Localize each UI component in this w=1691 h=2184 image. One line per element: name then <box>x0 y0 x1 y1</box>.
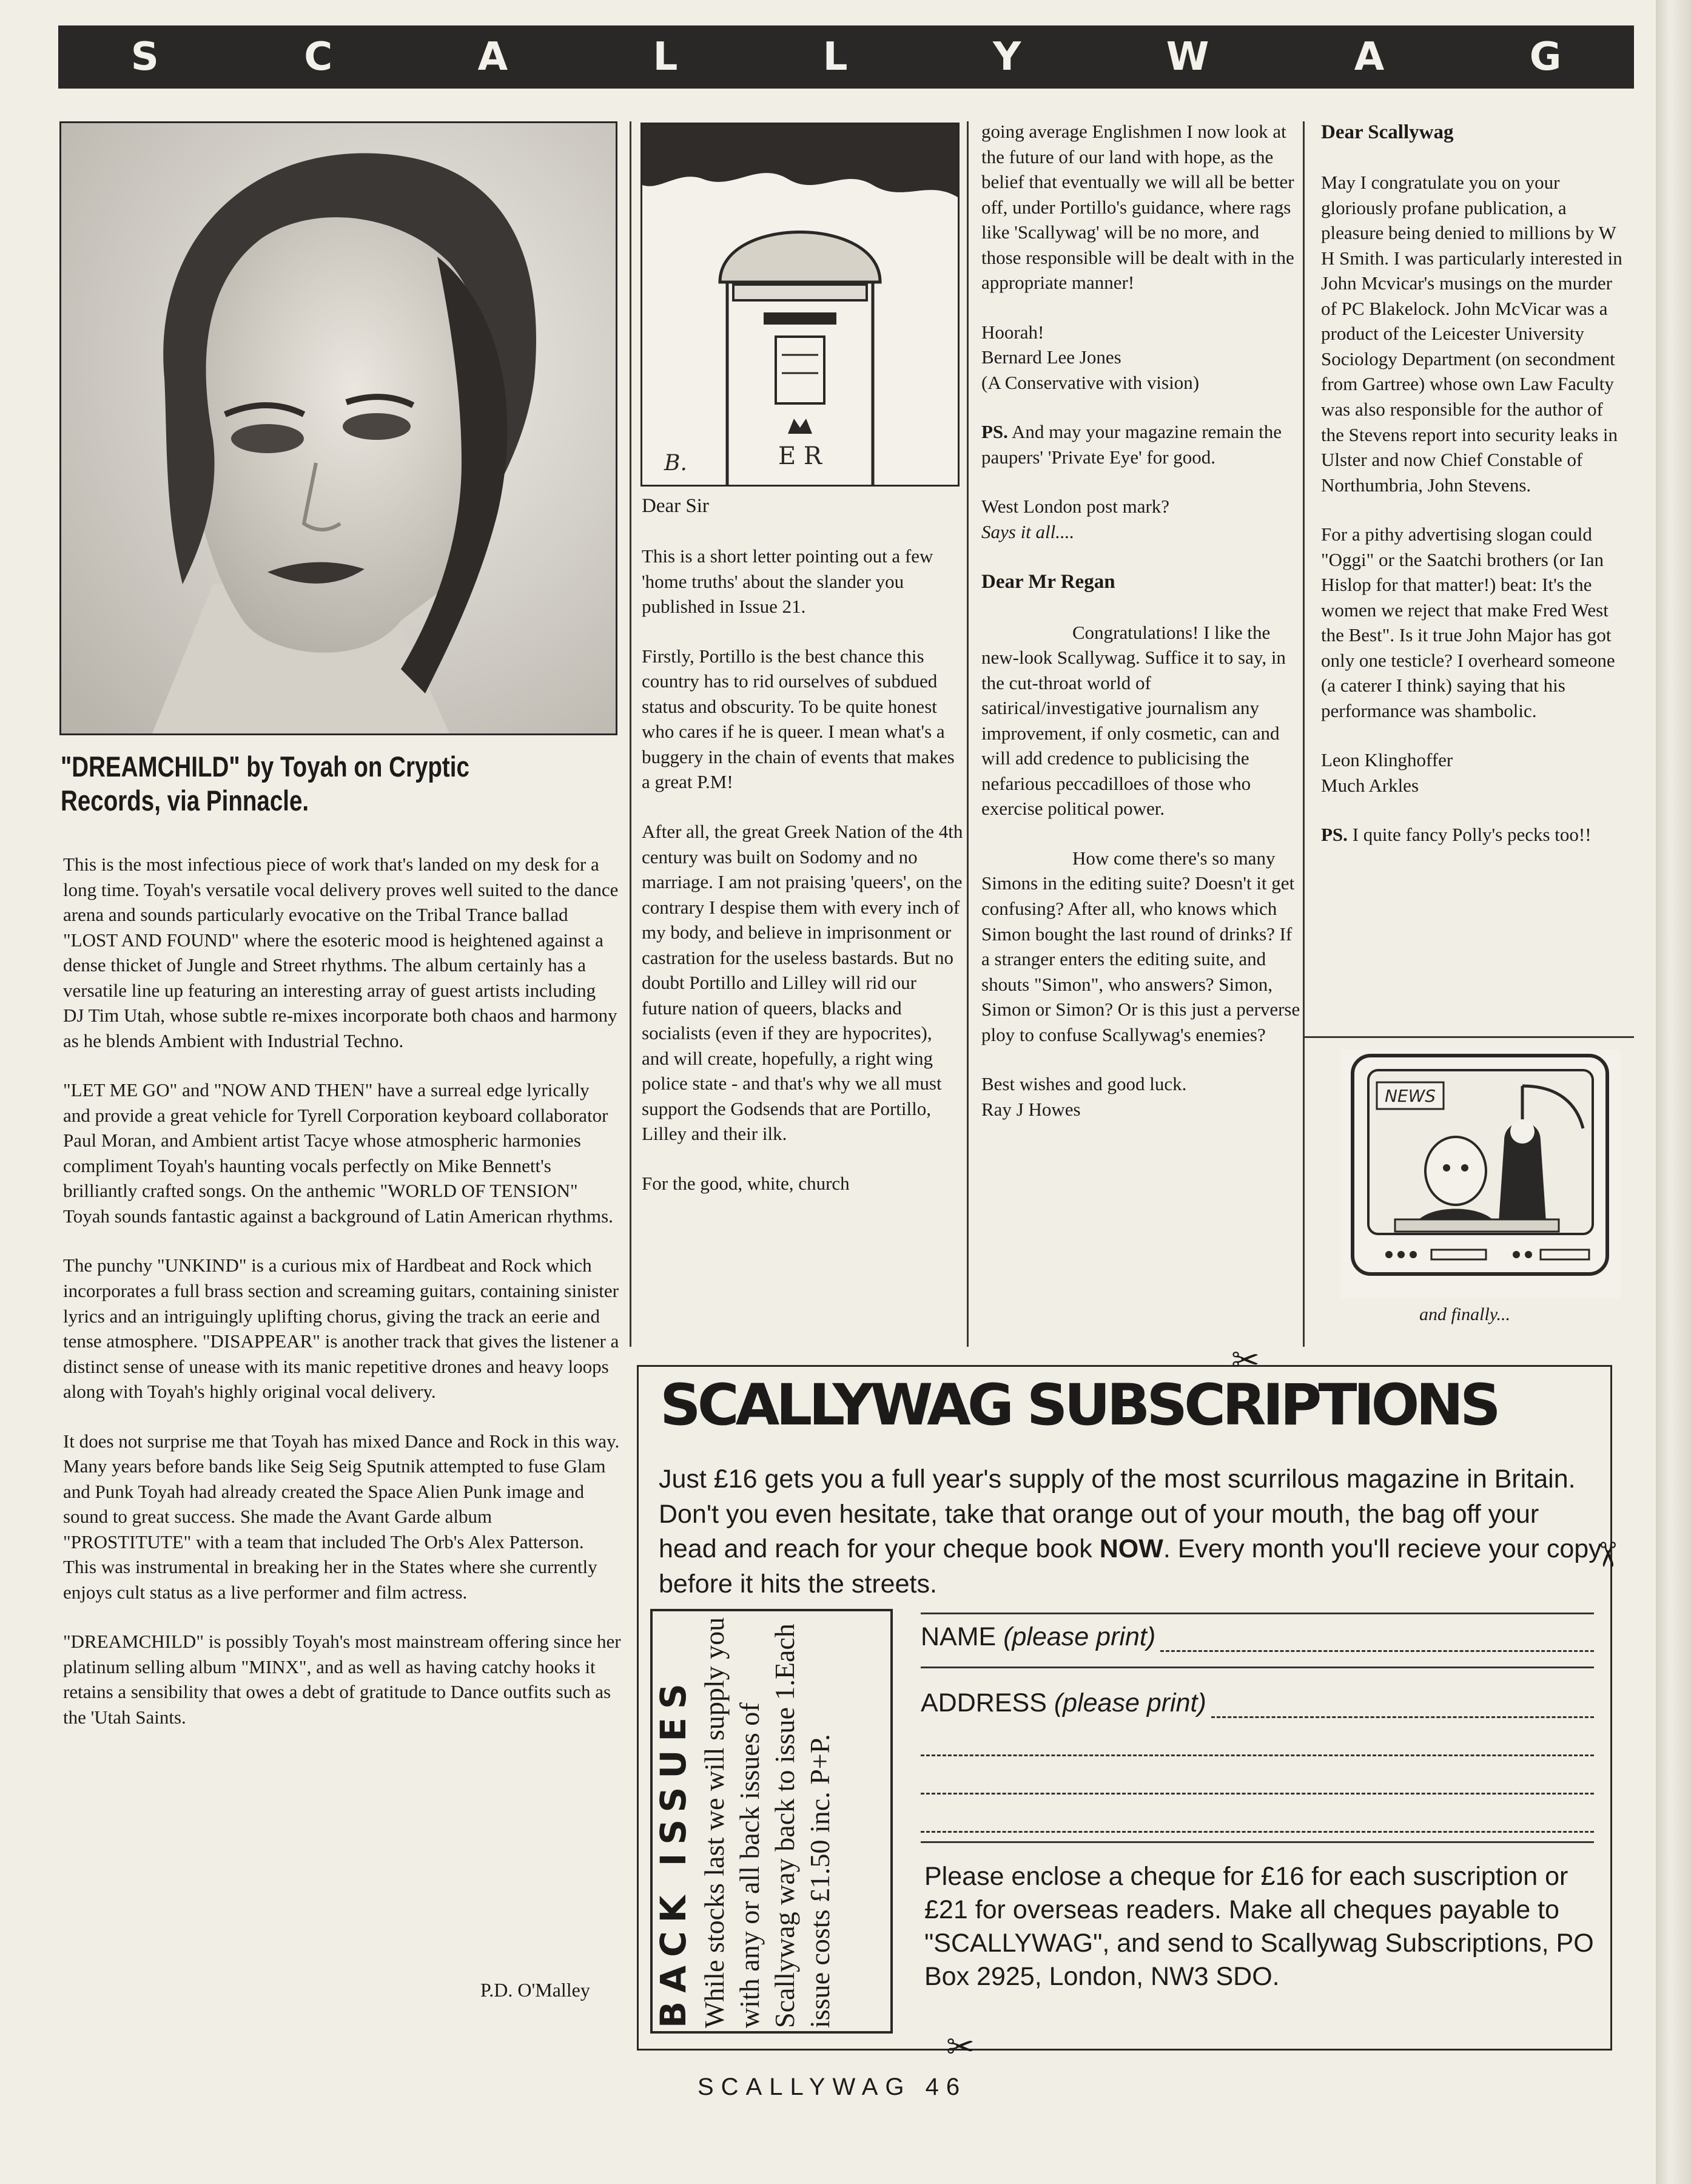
back-issues-panel <box>650 1609 893 2034</box>
review-paragraph: It does not surprise me that Toyah has mixed Dance and Rock in this way. Many years before bands like Seig Seig Sputnik attempted to fuse Glam and Punk Toyah had already created the Space Alien Punk image and sound to great success. She made the Avant Garde album "PROSTITUTE" with a team that included The Orb's Alex Patterson. This was instrumental in breaking her in the States where she currently enjoys cult status as a live performer and film actress. <box>63 1430 620 1603</box>
intro-text-end: Every month you'll recieve your copy before it hits the streets. <box>659 1534 1602 1599</box>
royal-cipher: E R <box>778 442 822 470</box>
name-label: NAME <box>921 1622 997 1651</box>
masthead <box>58 25 1634 89</box>
subscription-form <box>921 1608 1594 1843</box>
name-field[interactable] <box>921 1614 1594 1652</box>
masthead-letter: Y <box>992 35 1021 79</box>
letter-3 <box>1321 119 1624 872</box>
form-divider <box>921 1841 1594 1843</box>
form-divider <box>921 1667 1594 1668</box>
masthead-letter: L <box>822 35 848 79</box>
review-title: "DREAMCHILD" by Toyah on Cryptic Records, via Pinnacle. <box>61 750 469 817</box>
ps-label: PS. <box>981 421 1008 443</box>
letter-ps: I quite fancy Polly's pecks too!! <box>1352 824 1592 846</box>
letter-paragraph: May I congratulate you on your gloriously profane publication, a pleasure being denied to millions by W H Smith. I was particularly interested in John Mcvicar's musings on the murder of PC Blakelock. John McVicar was a product of the Leicester University Sociology Department (on secondment from Gartree) whose own Law Faculty was also responsible for the author of the Stevens report into security leaks in Ulster and now Chief Constable of Northumbria, John Stevens. <box>1321 172 1622 496</box>
letter-paragraph: How come there's so many Simons in the editing suite? Doesn't it get confusing? After all, who knows which Simon bought the last round of drinks? If a stranger enters the editing suite, and shouts "Simon", who answers? Simon, Simon or Simon? Or is this just a perverse ploy to confuse Scallywag's enemies? <box>981 847 1300 1045</box>
scissors-icon: ✂ <box>1587 1540 1627 1569</box>
subscriptions-intro: Just £16 gets you a full year's supply of the most scurrilous magazine in Britain. Don't you even hesitate, take that orange out of your mouth, the bag off your head and reach for your cheque book NOW. Every month you'll recieve your copy before it hits the streets. <box>659 1464 1602 1599</box>
letter-salutation: Dear Sir <box>642 495 709 517</box>
letter-ps: And may your magazine remain the paupers' 'Private Eye' for good. <box>981 421 1282 468</box>
masthead-letter: C <box>304 35 333 79</box>
scissors-icon: ✂ <box>1231 1341 1260 1380</box>
column-rule <box>967 121 969 1347</box>
horizontal-rule <box>1304 1036 1634 1038</box>
back-issues-text: While stocks last we will supply you with any or all back issues of Scallywag way back to issue 1.Each issue costs £1.50 inc. P+P. <box>699 1617 835 2028</box>
address-label: ADDRESS <box>921 1688 1047 1717</box>
letter-salutation: Dear Mr Regan <box>981 571 1115 593</box>
pillar-box-cartoon <box>640 123 960 487</box>
page-footer: SCALLYWAG 46 <box>698 2074 967 2100</box>
address-line-2[interactable] <box>921 1718 1594 1756</box>
name-hint: (please print) <box>1003 1622 1156 1651</box>
letter-paragraph: After all, the great Greek Nation of the 4th century was built on Sodomy and no marriage. I am not praising 'queers', on the contrary I despise them with every inch of my body, and believe in imprisonment or castration for the useless bastards. But no doubt Portillo and Lilley will rid our future nation of queers, blacks and socialists (even if they are hypocrites), and will create, hopefully, a right wing police state - and that's why we all must support the Godsends that are Portillo, Lilley and their ilk. <box>642 821 963 1145</box>
portrait-illustration <box>61 123 616 733</box>
tv-screen-label: NEWS <box>1384 1086 1436 1106</box>
masthead-letter: G <box>1529 35 1562 79</box>
address-line-4[interactable] <box>921 1795 1594 1833</box>
letter-1-continued <box>981 119 1300 1122</box>
letter-paragraph: Congratulations! I like the new-look Scallywag. Suffice it to say, in the cut-throat world of satirical/investigative journalism any improvement, if only cosmetic, can and will add credence to publicising the nefarious peccadilloes of those who exercise political power. <box>981 621 1286 820</box>
letter-signoff: Hoorah! <box>981 321 1044 343</box>
news-tv-cartoon <box>1340 1050 1621 1298</box>
back-issues-title: BACK ISSUES <box>653 1675 694 2028</box>
address-line-3[interactable] <box>921 1756 1594 1795</box>
letter-author-title: (A Conservative with vision) <box>981 371 1200 393</box>
letter-paragraph: This is a short letter pointing out a few 'home truths' about the slander you published in Issue 21. <box>642 545 933 618</box>
review-body <box>63 852 621 1754</box>
letter-paragraph: Firstly, Portillo is the best chance this country has to rid ourselves of subdued status and obscurity. To be quite honest who cares if he is queer. I mean what's a buggery in the chain of events that makes a great P.M! <box>642 645 955 793</box>
letter-author: Leon Klinghoffer <box>1321 749 1453 771</box>
masthead-letter: S <box>130 35 159 79</box>
masthead-letter: A <box>477 35 508 79</box>
masthead-letter: A <box>1354 35 1385 79</box>
masthead-letter: W <box>1166 35 1209 79</box>
review-paragraph: The punchy "UNKIND" is a curious mix of Hardbeat and Rock which incorporates a full brass section and screaming guitars, containing sinister lyrics and an intriguingly uplifting chorus, giving the track an eerie and tense atmosphere. "DISAPPEAR" is another track that gives the listener a distinct sense of unease with its manic repetitive drones and heavy loops along with Toyah's highly original vocal delivery. <box>63 1255 619 1403</box>
letter-author-place: Much Arkles <box>1321 774 1419 796</box>
review-paragraph: "DREAMCHILD" is possibly Toyah's most mainstream offering since her platinum selling album "MINX", and as well as having catchy hooks it retains a sensibility that owes a debt of gratitude to Dance outfits such as the 'Utah Saints. <box>63 1631 621 1728</box>
intro-text: Just £16 gets you a full year's supply of the most scurrilous magazine in Britain. Don't you even hesitate, take that orange out of your mouth, the bag off your head and reach for your cheque book <box>659 1464 1576 1564</box>
cartoon-signature: B. <box>664 451 687 476</box>
ps-label: PS. <box>1321 824 1348 846</box>
letter-author: Ray J Howes <box>981 1098 1081 1120</box>
toyah-photo <box>59 121 617 735</box>
name-line[interactable] <box>1160 1644 1594 1652</box>
postmark-note: West London post mark? <box>981 496 1170 517</box>
masthead-letter: L <box>653 35 678 79</box>
subscriptions-title: SCALLYWAG SUBSCRIPTIONS <box>660 1372 1498 1438</box>
address-field[interactable] <box>921 1680 1594 1718</box>
letter-paragraph: For a pithy advertising slogan could "Oggi" or the Saatchi brothers (or Ian Hislop for that matter!) beat: It's the women we reject that make Fred West the Best". Is it true John Major has got only one testicle? I overheard someone (a caterer I think) saying that his performance was shambolic. <box>1321 524 1615 721</box>
address-line[interactable] <box>1211 1710 1594 1718</box>
column-rule <box>630 121 631 1347</box>
payment-instructions: Please enclose a cheque for £16 for each suscription or £21 for overseas readers. Make all cheques payable to "SCALLYWAG", and send to Scallywag Subscriptions, PO Box 2925, London, NW3 SDO. <box>924 1862 1594 1992</box>
review-paragraph: "LET ME GO" and "NOW AND THEN" have a surreal edge lyrically and provide a great vehicle for Tyrell Corporation keyboard collaborator Paul Moran, and Ambient artist Tacye whose atmospheric harmonies compliment Toyah's haunting vocals perfectly on Mike Bennett's brilliantly crafted songs. On the anthemic "WORLD OF TENSION" Toyah sounds fantastic against a background of Latin American rhythms. <box>63 1079 613 1227</box>
review-byline: P.D. O'Malley <box>480 1979 590 2001</box>
letter-paragraph: going average Englishmen I now look at the future of our land with hope, as the belief that eventually we will all be better off, under Portillo's guidance, where rags like 'Scallywag' will be no more, and those responsible will be dealt with in the appropriate manner! <box>981 121 1294 294</box>
page-edge <box>1656 0 1691 2184</box>
review-paragraph: This is the most infectious piece of work that's landed on my desk for a long time. Toyah's versatile vocal delivery proves well suited to the dance arena and sounds particularly evocative on the Tribal Trance ballad "LOST AND FOUND" where the esoteric mood is heightened against a dense thicket of Jungle and Street rhythms. The album certainly has a versatile line up featuring an interesting array of guest artists including DJ Tim Utah, whose subtle re-mixes incorporate both chaos and harmony as he blends Ambient with Industrial Techno. <box>63 854 619 1051</box>
intro-emphasis: NOW <box>1099 1534 1163 1564</box>
scissors-icon: ✂ <box>946 2027 975 2067</box>
cartoon-caption: and finally... <box>1419 1304 1510 1324</box>
letter-author: Bernard Lee Jones <box>981 346 1121 368</box>
letter-signoff: Best wishes and good luck. <box>981 1073 1187 1095</box>
column-rule <box>1303 121 1305 1347</box>
letter-salutation: Dear Scallywag <box>1321 121 1454 143</box>
letter-paragraph: For the good, white, church <box>642 1172 850 1194</box>
address-hint: (please print) <box>1054 1688 1206 1717</box>
editor-comment: Says it all.... <box>981 521 1075 542</box>
letter-1 <box>642 493 963 1220</box>
